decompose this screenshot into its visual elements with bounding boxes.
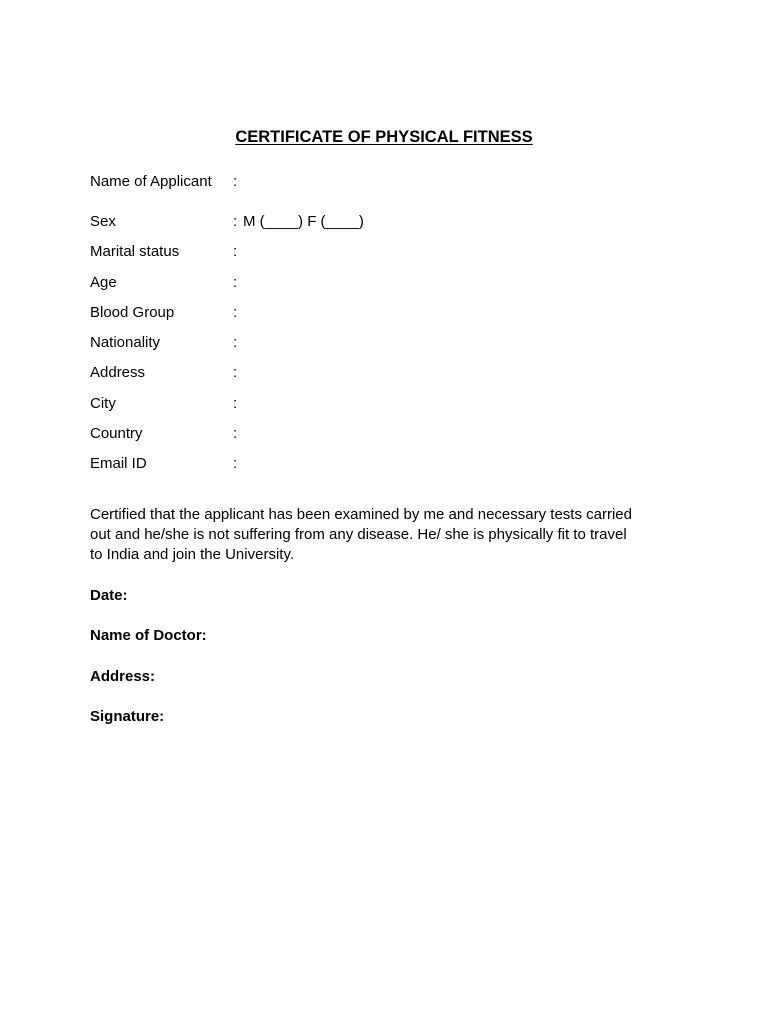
field-sex bbox=[90, 211, 690, 233]
field-separator: : bbox=[233, 455, 238, 472]
doctor-address-label: Address: bbox=[90, 668, 156, 685]
field-country bbox=[90, 423, 690, 445]
field-separator: : bbox=[233, 304, 238, 321]
field-separator: : bbox=[233, 364, 238, 381]
field-separator: : bbox=[233, 243, 238, 260]
sex-options: M (____) F (____) bbox=[243, 213, 364, 230]
field-separator: : bbox=[233, 274, 238, 291]
doctor-name-label: Name of Doctor: bbox=[90, 627, 207, 644]
field-separator: : bbox=[233, 425, 238, 442]
field-nationality bbox=[90, 332, 690, 354]
statement-line: to India and join the University. bbox=[90, 546, 295, 563]
field-separator: : bbox=[233, 334, 238, 351]
field-marital-status bbox=[90, 241, 690, 263]
field-age bbox=[90, 272, 690, 294]
field-label: Address bbox=[90, 364, 146, 381]
date-label: Date: bbox=[90, 587, 128, 604]
field-separator: : bbox=[233, 213, 238, 230]
field-city bbox=[90, 393, 690, 415]
certificate-title: CERTIFICATE OF PHYSICAL FITNESS bbox=[235, 128, 533, 146]
field-email-id bbox=[90, 453, 690, 475]
signature-label: Signature: bbox=[90, 708, 165, 725]
field-label: Sex bbox=[90, 213, 116, 230]
field-blood-group bbox=[90, 302, 690, 324]
certification-statement bbox=[90, 505, 690, 565]
field-name-of-applicant bbox=[90, 171, 690, 193]
field-label: Nationality bbox=[90, 334, 161, 351]
field-label: Country bbox=[90, 425, 143, 442]
field-label: Marital status bbox=[90, 243, 180, 260]
statement-line: out and he/she is not suffering from any disease. He/ she is physically fit to travel bbox=[90, 526, 627, 543]
field-separator: : bbox=[233, 173, 238, 190]
field-separator: : bbox=[233, 395, 238, 412]
field-label: Blood Group bbox=[90, 304, 175, 321]
statement-line: Certified that the applicant has been examined by me and necessary tests carried bbox=[90, 506, 632, 523]
field-label: City bbox=[90, 395, 116, 412]
field-label: Age bbox=[90, 274, 117, 291]
field-address bbox=[90, 362, 690, 384]
field-label: Email ID bbox=[90, 455, 147, 472]
field-label: Name of Applicant bbox=[90, 173, 212, 190]
